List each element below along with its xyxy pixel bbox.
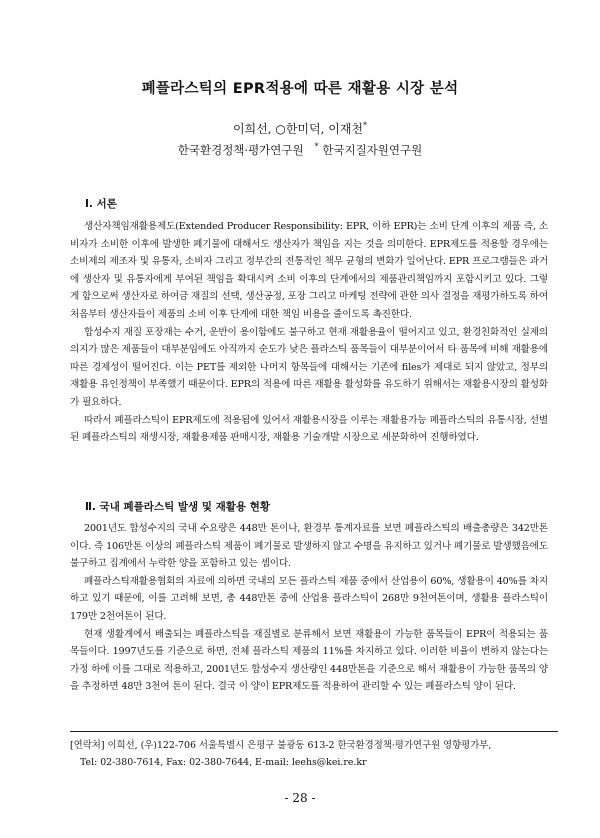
section-body-intro: [70, 218, 548, 447]
section-heading-status: Ⅱ. 국내 폐플라스틱 발생 및 재활용 현황: [85, 501, 270, 513]
paragraph: 2001년도 합성수지의 국내 수요량은 448만 톤이나, 환경부 통계자료를 보면 폐플라스틱의 배출총량은 342만톤이다. 즉 106만톤 이상의 폐플라스틱 제품이 폐기물로 발생하지 않고 수명을 유지하고 있거나 폐기물로 발생했음에도 불구하고 집계에서 누락한 양을 포함하고 있는 셈이다.: [70, 523, 548, 570]
contact-info: [70, 731, 558, 771]
section-heading-intro: Ⅰ. 서론: [85, 198, 117, 210]
affiliation-2: 한국지질자원연구원: [322, 143, 423, 157]
contact-address: [연락처] 이희선, (우)122-706 서울특별시 은평구 불광동 613-2 한국환경정책·평가연구원 영향평가부,: [70, 740, 492, 751]
author-line: [0, 120, 600, 137]
page-number: - 28 -: [284, 791, 316, 805]
affiliation-1: 한국환경정책·평가연구원: [177, 143, 304, 157]
authors: 이희선, ○한미덕, 이재천: [232, 122, 364, 136]
paragraph: 폐플라스틱재활용협회의 자료에 의하면 국내의 모든 플라스틱 제품 중에서 산업용이 60%, 생활용이 40%를 차지하고 있기 때문에, 이를 고려해 보면, 총 448만톤 중에 산업용 플라스틱이 268만 9천여톤이며, 생활용 플라스틱이 179만 2천여톤이 된다.: [70, 575, 548, 622]
paragraph: 따라서 폐플라스틱이 EPR제도에 적용됨에 있어서 재활용시장을 이루는 재활용가능 폐플라스틱의 유통시장, 선별된 폐플라스틱의 재생시장, 재활용제품 판매시장, 재활용 기술개발 시장으로 세분화하여 진행하였다.: [70, 414, 548, 444]
paper-title: 폐플라스틱의 EPR적용에 따른 재활용 시장 분석: [141, 81, 459, 97]
section-body-status: [70, 520, 548, 696]
author-mark: *: [363, 121, 368, 130]
paragraph: 생산자책임재활용제도(Extended Producer Responsibility: EPR, 이하 EPR)는 소비 단계 이후의 제품 즉, 소비자가 소비한 이후에 발생한 폐기물에 대해서도 생산자가 책임을 지는 것을 의미한다. EPR제도를 적용할 경우에는 소비제의 제조자 및 유통자, 소비자 그리고 정부간의 전통적인 책무 균형의 변화가 일어난다. EPR 프로그램들은 과거에 생산자 및 유통자에게 부여된 책임을 확대시켜 소비 이후의 단계에서의 제품관리책임까지 포함시키고 있다. 그렇게 함으로써 생산자로 하여금 재질의 선택, 생산공정, 포장 그리고 마케팅 전략에 관한 의사 결정을 재평가하도록 하여 처음부터 생산자들이 제품의 소비 이후 단계에 대한 책임 비용을 줄이도록 촉진한다.: [70, 221, 548, 320]
affiliation-line: [0, 142, 600, 158]
paragraph: 현재 생활계에서 배출되는 폐플라스틱을 재질별로 분류해서 보면 재활용이 가능한 품목들이 EPR이 적용되는 품목들이다. 1997년도를 기준으로 하면, 전체 플라스틱 제품의 11%를 차지하고 있다. 이러한 비율이 변하지 않는다는 가정 하에 이를 그대로 적용하고, 2001년도 합성수지 생산량인 448만톤을 기준으로 해서 재활용이 가능한 품목의 양을 추정하면 48만 3천여 톤이 된다. 결국 이 양이 EPR제도를 적용하여 관리할 수 있는 폐플라스틱 양이 된다.: [70, 628, 548, 693]
paragraph: 합성수지 재질 포장재는 수거, 운반이 용이함에도 불구하고 현재 재활용율이 떨어지고 있고, 환경친화적인 실제의 의지가 많은 제품들이 대부분임에도 아직까지 순도가 낮은 플라스틱 품목들이 대부분이어서 타 품목에 비해 재활용에 따른 경제성이 떨어진다. 이는 PET를 제외한 나머지 항목들에 대해서는 기존에 files가 제대로 되지 않았고, 정부의 재활용 유인정책이 부족했기 때문이다. EPR의 적용에 따른 재활용 활성화를 유도하기 위해서는 재활용시장의 활성화가 필요하다.: [70, 326, 548, 408]
affiliation-mark: *: [314, 142, 319, 152]
contact-phone-email: Tel: 02-380-7614, Fax: 02-380-7644, E-mail: leehs@kei.re.kr: [80, 757, 367, 768]
